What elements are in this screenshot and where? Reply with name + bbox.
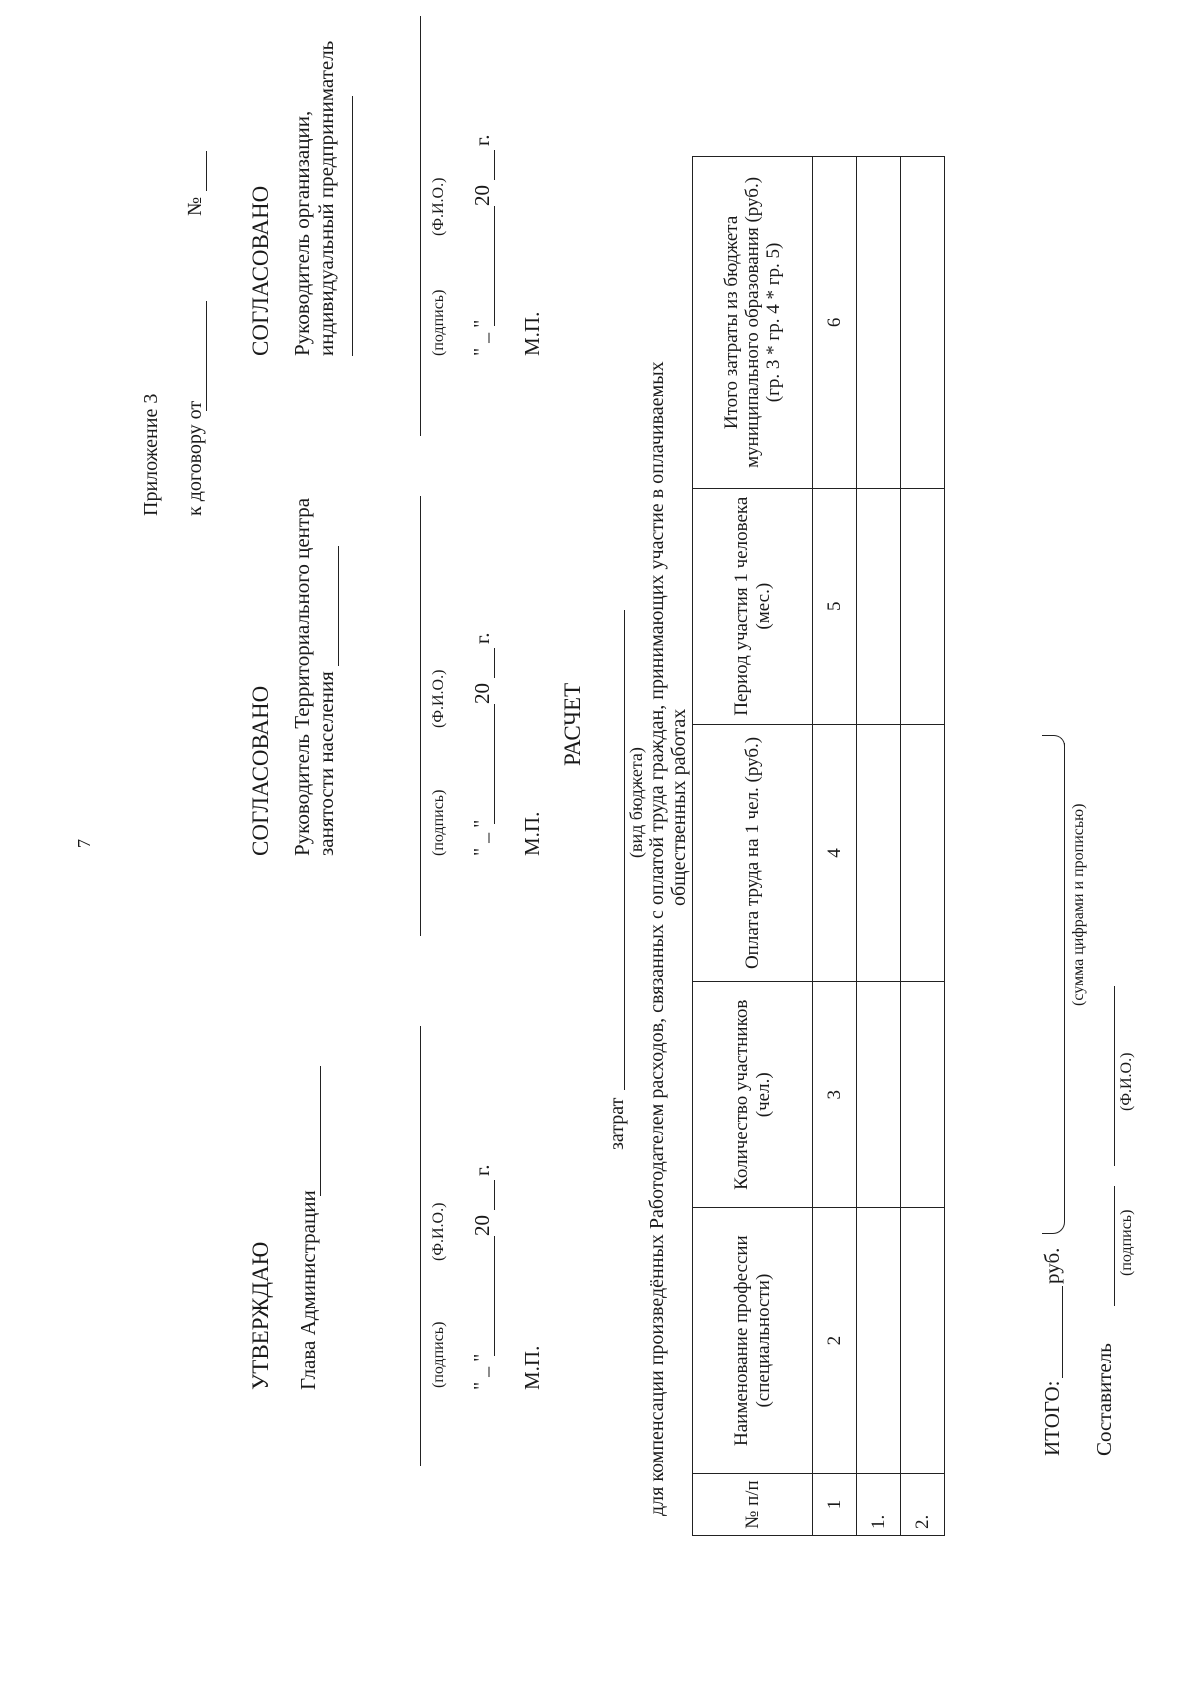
budget-type-line xyxy=(624,610,625,1090)
agreed1-date-line xyxy=(494,704,495,824)
agreed2-date-line xyxy=(494,206,495,326)
table-cell xyxy=(857,724,901,982)
approve-title: УТВЕРЖДАЮ xyxy=(248,1241,273,1390)
agreed2-signature-line xyxy=(420,16,421,436)
contract-number-sign: № xyxy=(184,196,206,216)
agreed2-year-line xyxy=(494,150,495,180)
header-profession: Наименование профессии (специальности) xyxy=(693,1208,813,1474)
header-wage: Оплата труда на 1 чел. (руб.) xyxy=(693,724,813,982)
header-participants: Количество участников (чел.) xyxy=(693,982,813,1208)
approve-year-suffix: г. xyxy=(470,1164,494,1176)
column-number: 6 xyxy=(813,157,857,489)
total-amount-caption: (сумма цифрами и прописью) xyxy=(1070,803,1087,1006)
table-row xyxy=(901,157,945,1536)
appendix-title: Приложение 3 xyxy=(140,393,162,516)
table-cell xyxy=(857,1208,901,1474)
costs-table xyxy=(692,156,945,1536)
agreed1-seal: М.П. xyxy=(520,811,544,856)
header-total: Итого затраты из бюджета муниципального образования (руб.) (гр. 3 * гр. 4 * гр. 5) xyxy=(693,157,813,489)
column-number: 2 xyxy=(813,1208,857,1474)
table-cell xyxy=(857,157,901,489)
contract-date-line xyxy=(206,301,207,411)
agreed2-position-line2: индивидуальный предприниматель xyxy=(314,40,338,356)
approve-signature-line xyxy=(420,1026,421,1466)
approve-year-line xyxy=(494,1180,495,1210)
description-line2: общественных работах xyxy=(668,708,690,906)
agreed2-title: СОГЛАСОВАНО xyxy=(248,185,273,356)
compiler-label: Составитель xyxy=(1092,1343,1116,1456)
description-line1: для компенсации произведённых Работодателем расходов, связанных с оплатой труда граждан, принимающих участие в оплачиваемых xyxy=(646,361,668,1516)
agreed1-position-line1: Руководитель Территориального центра xyxy=(290,497,314,856)
header-period: Период участия 1 человека (мес.) xyxy=(693,488,813,724)
agreed1-signature-label: (подпись) xyxy=(430,789,447,856)
table-cell: 1. xyxy=(857,1474,901,1536)
costs-prefix: затрат xyxy=(606,1097,628,1150)
agreed1-fio-label: (Ф.И.О.) xyxy=(430,669,447,728)
compiler-fio-line xyxy=(1114,986,1115,1166)
agreed1-position-line2: занятости населения xyxy=(314,671,338,856)
table-row xyxy=(857,157,901,1536)
table-cell xyxy=(901,1208,945,1474)
page-number: 7 xyxy=(74,839,94,848)
contract-number-line xyxy=(206,151,207,191)
column-number: 1 xyxy=(813,1474,857,1536)
approve-fio-label: (Ф.И.О.) xyxy=(430,1202,447,1261)
agreed2-position-line xyxy=(352,96,353,356)
total-amount-line xyxy=(1062,1286,1063,1378)
total-amount-bracket-right xyxy=(1042,735,1065,746)
agreed1-title: СОГЛАСОВАНО xyxy=(248,685,273,856)
approve-year-prefix: 20 xyxy=(470,1215,494,1236)
table-cell xyxy=(901,488,945,724)
agreed1-year-prefix: 20 xyxy=(470,683,494,704)
column-number: 4 xyxy=(813,724,857,982)
agreed1-year-suffix: г. xyxy=(470,632,494,644)
header-number: № п/п xyxy=(693,1474,813,1536)
contract-prefix: к договору от xyxy=(184,400,206,516)
agreed1-date-quotes: " _ " xyxy=(470,819,492,856)
approve-position-line xyxy=(320,1066,321,1196)
approve-date-line xyxy=(494,1236,495,1356)
compiler-fio-label: (Ф.И.О.) xyxy=(1118,1052,1135,1111)
table-cell xyxy=(901,157,945,489)
agreed2-seal: М.П. xyxy=(520,311,544,356)
compiler-signature-line xyxy=(1114,1186,1115,1306)
column-number: 3 xyxy=(813,982,857,1208)
approve-seal: М.П. xyxy=(520,1345,544,1390)
agreed2-date-quotes: " _ " xyxy=(470,319,492,356)
agreed2-year-suffix: г. xyxy=(470,134,494,146)
table-cell xyxy=(901,982,945,1208)
agreed2-position-line1: Руководитель организации, xyxy=(290,110,314,356)
total-amount-bracket-left xyxy=(1042,743,1065,1234)
approve-position: Глава Администрации xyxy=(296,1190,320,1390)
table-cell xyxy=(901,724,945,982)
approve-date-quotes: " _ " xyxy=(470,1353,492,1390)
total-label: ИТОГО: xyxy=(1040,1380,1064,1456)
table-column-numbers-row xyxy=(813,157,857,1536)
agreed2-year-prefix: 20 xyxy=(470,185,494,206)
table-cell xyxy=(857,488,901,724)
approve-signature-label: (подпись) xyxy=(430,1321,447,1388)
total-currency: руб. xyxy=(1040,1247,1064,1284)
table-cell: 2. xyxy=(901,1474,945,1536)
compiler-signature-label: (подпись) xyxy=(1118,1209,1135,1276)
column-number: 5 xyxy=(813,488,857,724)
agreed2-fio-label: (Ф.И.О.) xyxy=(430,177,447,236)
calculation-title: РАСЧЕТ xyxy=(560,682,585,766)
budget-type-label: (вид бюджета) xyxy=(626,747,646,858)
table-header-row xyxy=(693,157,813,1536)
table-cell xyxy=(857,982,901,1208)
agreed1-signature-line xyxy=(420,496,421,936)
agreed1-position-line xyxy=(338,546,339,666)
agreed2-signature-label: (подпись) xyxy=(430,289,447,356)
agreed1-year-line xyxy=(494,648,495,678)
